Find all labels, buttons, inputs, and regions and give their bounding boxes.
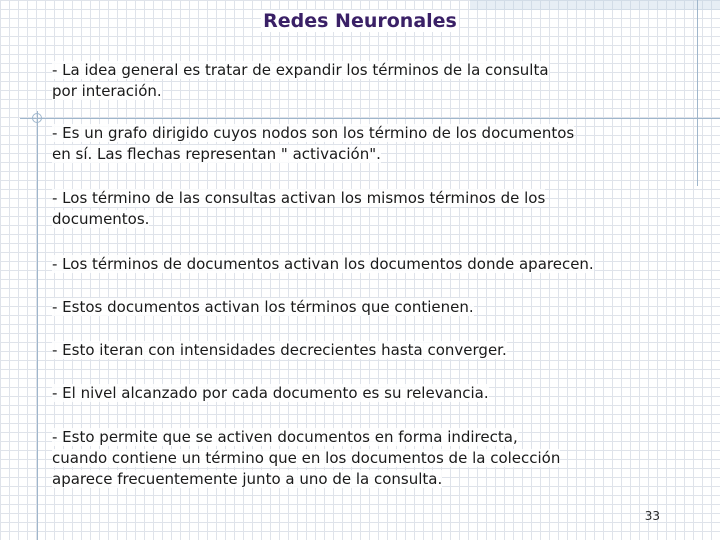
paragraph-query-terms bbox=[52, 188, 652, 230]
horizontal-accent-line bbox=[20, 118, 720, 119]
paragraph-text: - Esto iteran con intensidades decrecientes hasta converger. bbox=[52, 341, 507, 359]
paragraph-expand-terms bbox=[52, 60, 652, 102]
page-number: 33 bbox=[644, 509, 660, 523]
paragraph-text: - Los términos de documentos activan los documentos donde aparecen. bbox=[52, 255, 594, 273]
paragraph-text: - Estos documentos activan los términos que contienen. bbox=[52, 298, 474, 316]
paragraph-relevance bbox=[52, 383, 652, 404]
paragraph-document-terms bbox=[52, 254, 652, 275]
paragraph-documents-activate bbox=[52, 297, 652, 318]
paragraph-indirect-activation bbox=[52, 427, 652, 490]
paragraph-directed-graph bbox=[52, 123, 652, 165]
slide-title-text: Redes Neuronales bbox=[263, 10, 457, 32]
paragraph-text: - Esto permite que se activen documentos en forma indirecta, cuando contiene un término que en los documentos de la colección aparece frecuentemente junto a uno de la consulta. bbox=[52, 428, 561, 488]
paragraph-text: - El nivel alcanzado por cada documento es su relevancia. bbox=[52, 384, 489, 402]
paragraph-text: - Es un grafo dirigido cuyos nodos son los término de los documentos en sí. Las flechas representan " activación". bbox=[52, 124, 575, 163]
accent-circle bbox=[32, 113, 42, 123]
vertical-accent-line bbox=[37, 111, 38, 540]
paragraph-text: - Los término de las consultas activan los mismos términos de los documentos. bbox=[52, 189, 546, 228]
paragraph-iterate bbox=[52, 340, 652, 361]
paragraph-text: - La idea general es tratar de expandir los términos de la consulta por interación. bbox=[52, 61, 549, 100]
slide-title bbox=[0, 8, 720, 34]
